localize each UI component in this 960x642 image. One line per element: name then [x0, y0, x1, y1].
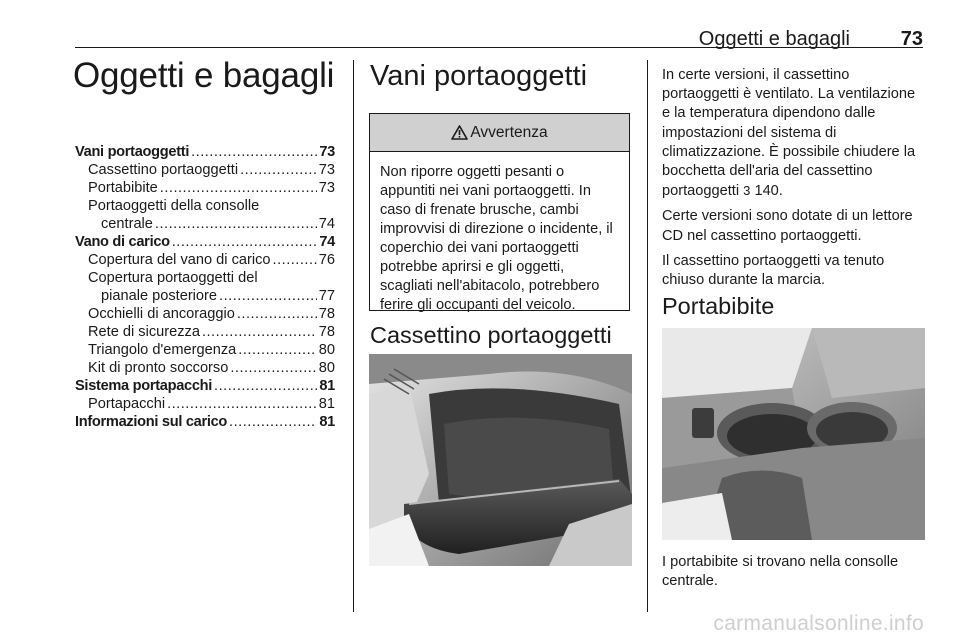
toc-page: 77 — [318, 288, 335, 304]
toc-label: Sistema portapacchi — [75, 378, 213, 394]
toc-page: 73 — [318, 180, 335, 196]
table-of-contents — [75, 143, 335, 431]
header-rule — [75, 47, 923, 48]
toc-label: Kit di pronto soccorso — [88, 360, 229, 376]
toc-page: 74 — [318, 216, 335, 232]
cupholder-caption: I portabibite si trovano nella consolle centrale. — [662, 554, 899, 589]
toc-entry-occhielli[interactable] — [75, 305, 335, 323]
cupholder-subtitle: Portabibite — [662, 293, 775, 319]
toc-page: 73 — [318, 162, 335, 178]
running-header-title: Oggetti e bagagli — [698, 28, 850, 50]
toc-label: Vano di carico — [75, 234, 170, 250]
toc-page: 78 — [318, 324, 335, 340]
warning-box — [369, 113, 630, 311]
toc-label: Occhielli di ancoraggio — [88, 306, 235, 322]
column-divider-right — [647, 60, 648, 612]
toc-page: 80 — [318, 360, 335, 376]
toc-entry-portapacchi[interactable] — [75, 395, 335, 413]
section-title: Vani portaoggetti — [370, 60, 588, 92]
toc-label: Vani portaoggetti — [75, 144, 190, 160]
warning-heading: Avvertenza — [470, 123, 548, 141]
toc-page: 81 — [319, 414, 335, 430]
page-number: 73 — [900, 28, 923, 50]
toc-page: 81 — [319, 378, 335, 394]
toc-label: Triangolo d'emergenza — [88, 342, 237, 358]
toc-label: Copertura del vano di carico — [88, 252, 271, 268]
toc-entry-copertura-vano[interactable] — [75, 251, 335, 269]
toc-entry-cassettino[interactable] — [75, 161, 335, 179]
glovebox-photo — [369, 354, 632, 566]
ventilation-text: In certe versioni, il cassettino portaoggetti è ventilato. La ventilazione e la temperatura dipendono dalle impostazioni del sistema di climatizzazione. È possibile chiudere la bocchetta dell'aria del cassettino portaoggetti — [662, 67, 916, 200]
warning-triangle-icon — [451, 125, 468, 140]
watermark: carmanualsonline.info — [713, 612, 924, 635]
warning-text: Non riporre oggetti pesanti o appuntiti nei vani portaoggetti. In caso di frenate brusche, cambi improvvisi di direzione o incidente, il coperchio dei vani portaoggetti potrebbe aprirsi e gli oggetti, scagliati nell'abitacolo, potrebbero ferire gli occupanti del veicolo. — [380, 164, 613, 313]
toc-page: 73 — [319, 144, 335, 160]
toc-entry-pianale-posteriore[interactable] — [75, 287, 335, 305]
toc-entry-portabibite[interactable] — [75, 179, 335, 197]
glovebox-subtitle: Cassettino portaoggetti — [370, 322, 612, 348]
toc-label: Rete di sicurezza — [88, 324, 200, 340]
toc-entry-vano-di-carico[interactable] — [75, 233, 335, 251]
toc-entry-copertura-pianale-line1[interactable]: Copertura portaoggetti del — [88, 270, 258, 286]
toc-page: 74 — [319, 234, 335, 250]
toc-label: Cassettino portaoggetti — [88, 162, 239, 178]
toc-label: Portabibite — [88, 180, 158, 196]
toc-entry-consolle-centrale[interactable] — [75, 215, 335, 233]
chapter-title: Oggetti e bagagli — [73, 56, 335, 95]
glovebox-description — [662, 66, 927, 296]
cd-player-paragraph: Certe versioni sono dotate di un lettore CD nel cassettino portaoggetti. — [662, 208, 913, 244]
keep-closed-paragraph: Il cassettino portaoggetti va tenuto chiuso durante la marcia. — [662, 252, 885, 289]
toc-entry-consolle-line1[interactable]: Portaoggetti della consolle — [88, 198, 260, 214]
toc-page: 81 — [318, 396, 335, 412]
toc-label: centrale — [101, 216, 153, 232]
toc-label: Portapacchi — [88, 396, 166, 412]
warning-header — [370, 114, 629, 152]
ventilation-paragraph — [662, 66, 927, 201]
toc-entry-vani-portaoggetti[interactable] — [75, 143, 335, 161]
toc-label: pianale posteriore — [101, 288, 218, 304]
toc-entry-kit-pronto-soccorso[interactable] — [75, 359, 335, 377]
page-reference-link[interactable]: 140. — [754, 183, 783, 200]
page-reference-arrow-icon: 3 — [743, 183, 751, 199]
toc-label: Informazioni sul carico — [75, 414, 228, 430]
column-divider-left — [353, 60, 354, 612]
toc-entry-sistema-portapacchi[interactable] — [75, 377, 335, 395]
toc-entry-triangolo[interactable] — [75, 341, 335, 359]
toc-page: 76 — [318, 252, 335, 268]
toc-page: 78 — [318, 306, 335, 322]
cupholder-photo — [662, 328, 925, 540]
toc-entry-informazioni-carico[interactable] — [75, 413, 335, 431]
toc-entry-rete-sicurezza[interactable] — [75, 323, 335, 341]
toc-page: 80 — [318, 342, 335, 358]
